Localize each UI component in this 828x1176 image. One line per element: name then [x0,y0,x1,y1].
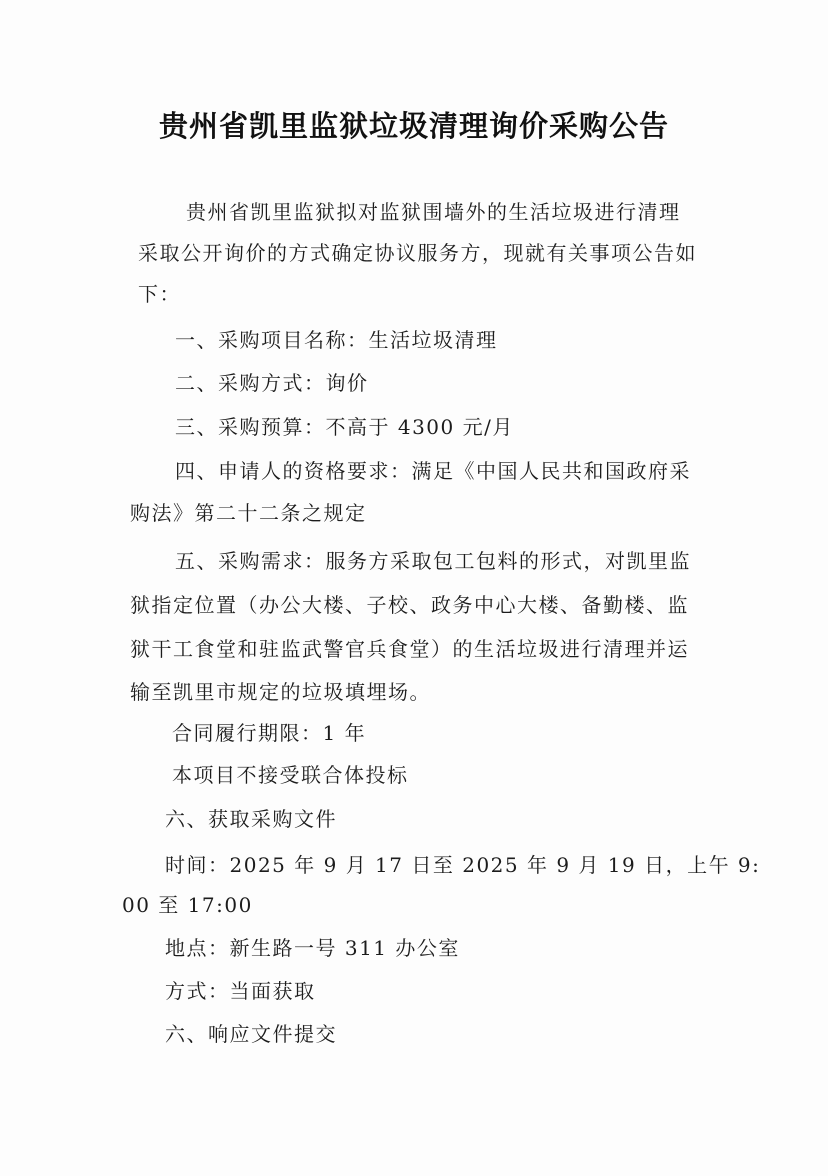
item-requirements-line-2: 狱指定位置（办公大楼、子校、政务中心大楼、备勤楼、监 [130,593,689,617]
item-procurement-method: 二、采购方式：询价 [175,371,369,395]
method: 方式：当面获取 [165,979,316,1003]
item-requirements-line-3: 狱干工食堂和驻监武警官兵食堂）的生活垃圾进行清理并运 [130,637,689,661]
intro-line-3: 下： [138,282,181,306]
contract-period: 合同履行期限：1 年 [172,721,367,745]
item-requirements-line-4: 输至凯里市规定的垃圾填埋场。 [130,680,431,704]
time-line-1: 时间：2025 年 9 月 17 日至 2025 年 9 月 19 日，上午 9: [165,853,761,877]
intro-line-2: 采取公开询价的方式确定协议服务方，现就有关事项公告如 [138,241,697,265]
intro-line-1: 贵州省凯里监狱拟对监狱围墙外的生活垃圾进行清理 [186,200,681,224]
document-title: 贵州省凯里监狱垃圾清理询价采购公告 [158,109,669,143]
item-submit-response: 六、响应文件提交 [165,1022,337,1046]
item-qualification-line-2: 购法》第二十二条之规定 [130,501,367,525]
item-procurement-budget: 三、采购预算：不高于 4300 元/月 [175,415,514,439]
consortium-note: 本项目不接受联合体投标 [172,763,409,787]
item-obtain-documents: 六、获取采购文件 [165,807,337,831]
location: 地点：新生路一号 311 办公室 [165,936,460,960]
item-procurement-name: 一、采购项目名称：生活垃圾清理 [175,328,498,352]
item-qualification-line-1: 四、申请人的资格要求：满足《中国人民共和国政府采 [175,459,691,483]
item-requirements-line-1: 五、采购需求：服务方采取包工包料的形式，对凯里监 [175,549,691,573]
time-line-2: 00 至 17:00 [122,893,253,917]
